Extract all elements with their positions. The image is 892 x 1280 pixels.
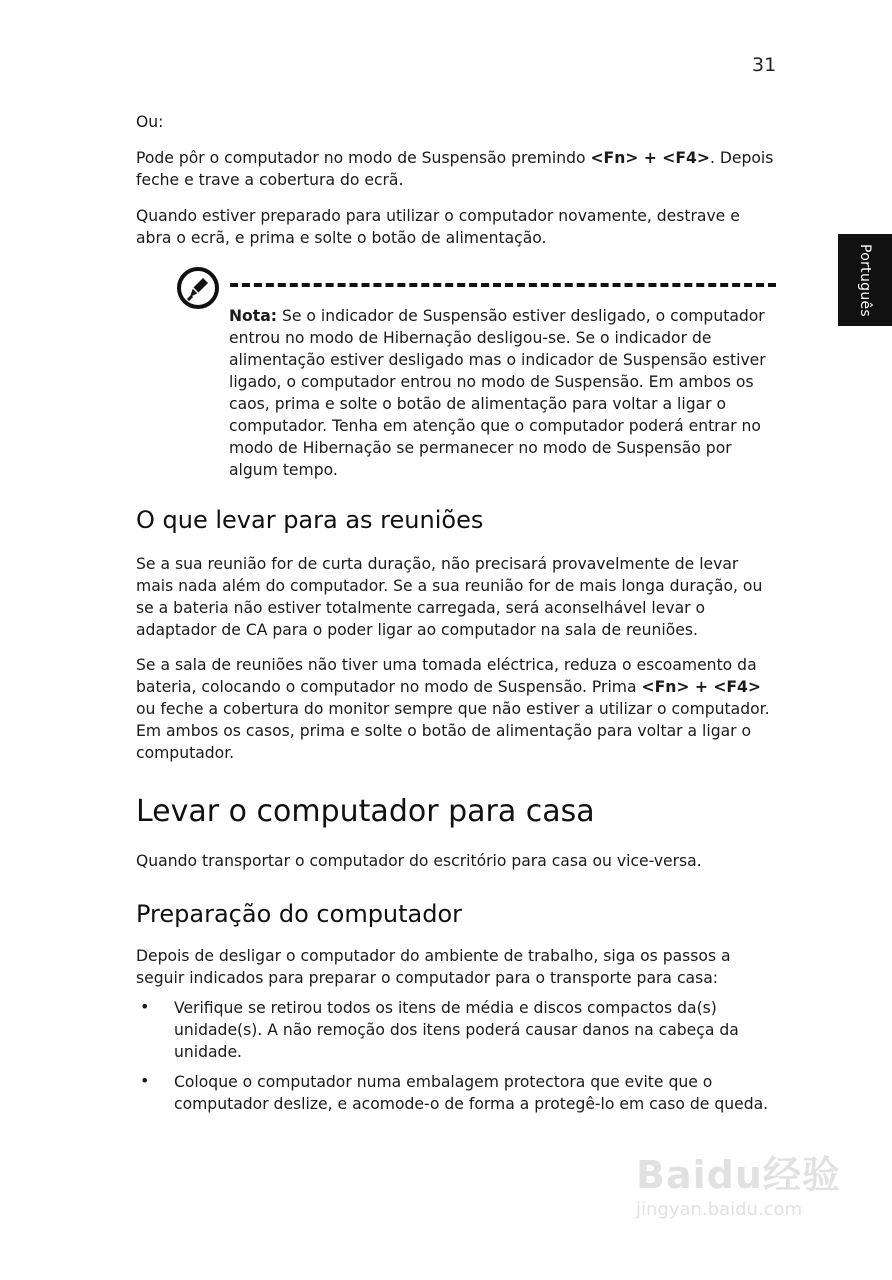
prep-paragraph-1: Depois de desligar o computador do ambiente de trabalho, siga os passos a seguir indicados para preparar o computador para o transporte para casa: [136, 947, 731, 987]
baidu-watermark [636, 1144, 846, 1250]
meetings-p2-key: <Fn> + <F4> [641, 678, 761, 696]
intro-p1-key: <Fn> + <F4> [590, 149, 710, 167]
language-side-tab [838, 234, 892, 326]
intro-ou: Ou: [136, 113, 164, 131]
watermark-brand: Baidu经验 [636, 1153, 841, 1197]
meetings-paragraph-1: Se a sua reunião for de curta duração, não precisará provavelmente de levar mais nada além do computador. Se a sua reunião for de mais longa duração, ou se a bateria não estiver totalmente carregada, será aconselhável levar o adaptador de CA para o poder ligar ao computador na sala de reuniões. [136, 555, 763, 639]
prep-heading: Preparação do computador [136, 900, 463, 928]
language-tab-label: Português [857, 243, 873, 317]
meetings-heading: O que levar para as reuniões [136, 506, 484, 534]
page-number: 31 [752, 54, 777, 76]
meetings-paragraph-2 [136, 654, 776, 764]
bullet-marker: • [140, 1071, 150, 1090]
note-label: Nota: [229, 307, 277, 325]
intro-p1-text-a: Pode pôr o computador no modo de Suspensão premindo [136, 149, 591, 167]
bullet-marker: • [140, 997, 150, 1016]
intro-paragraph-1 [136, 147, 776, 191]
home-heading: Levar o computador para casa [136, 794, 595, 829]
note-body: Se o indicador de Suspensão estiver desligado, o computador entrou no modo de Hibernação desligou-se. Se o indicador de alimentação estiver desligado mas o indicador de Suspensão estiver ligado, o computador entrou no modo de Suspensão. Em ambos os caos, prima e solte o botão de alimentação para voltar a ligar o computador. Tenha em atenção que o computador poderá entrar no modo de Hibernação se permanecer no modo de Suspensão por algum tempo. [229, 307, 766, 479]
pen-in-circle-icon [176, 266, 220, 310]
home-paragraph-1: Quando transportar o computador do escritório para casa ou vice-versa. [136, 852, 702, 870]
intro-paragraph-2: Quando estiver preparado para utilizar o computador novamente, destrave e abra o ecrã, e prima e solte o botão de alimentação. [136, 207, 740, 247]
note-divider [230, 283, 776, 287]
meetings-p2-text-a: Se a sala de reuniões não tiver uma tomada eléctrica, reduza o escoamento da bateria, colocando o computador no modo de Suspensão. Prima [136, 656, 757, 696]
prep-bullet-1: Verifique se retirou todos os itens de média e discos compactos da(s) unidade(s). A não remoção dos itens poderá causar danos na cabeça da unidade. [174, 999, 739, 1061]
watermark-url: jingyan.baidu.com [636, 1199, 803, 1220]
intro-p1-text-b: . Depois feche e trave a cobertura do ecrã. [136, 149, 774, 189]
prep-bullet-2: Coloque o computador numa embalagem protectora que evite que o computador deslize, e acomode-o de forma a protegê-lo em caso de queda. [174, 1073, 769, 1113]
note-text [229, 305, 769, 481]
meetings-p2-text-b: ou feche a cobertura do monitor sempre que não estiver a utilizar o computador. Em ambos os casos, prima e solte o botão de alimentação para voltar a ligar o computador. [136, 700, 770, 762]
